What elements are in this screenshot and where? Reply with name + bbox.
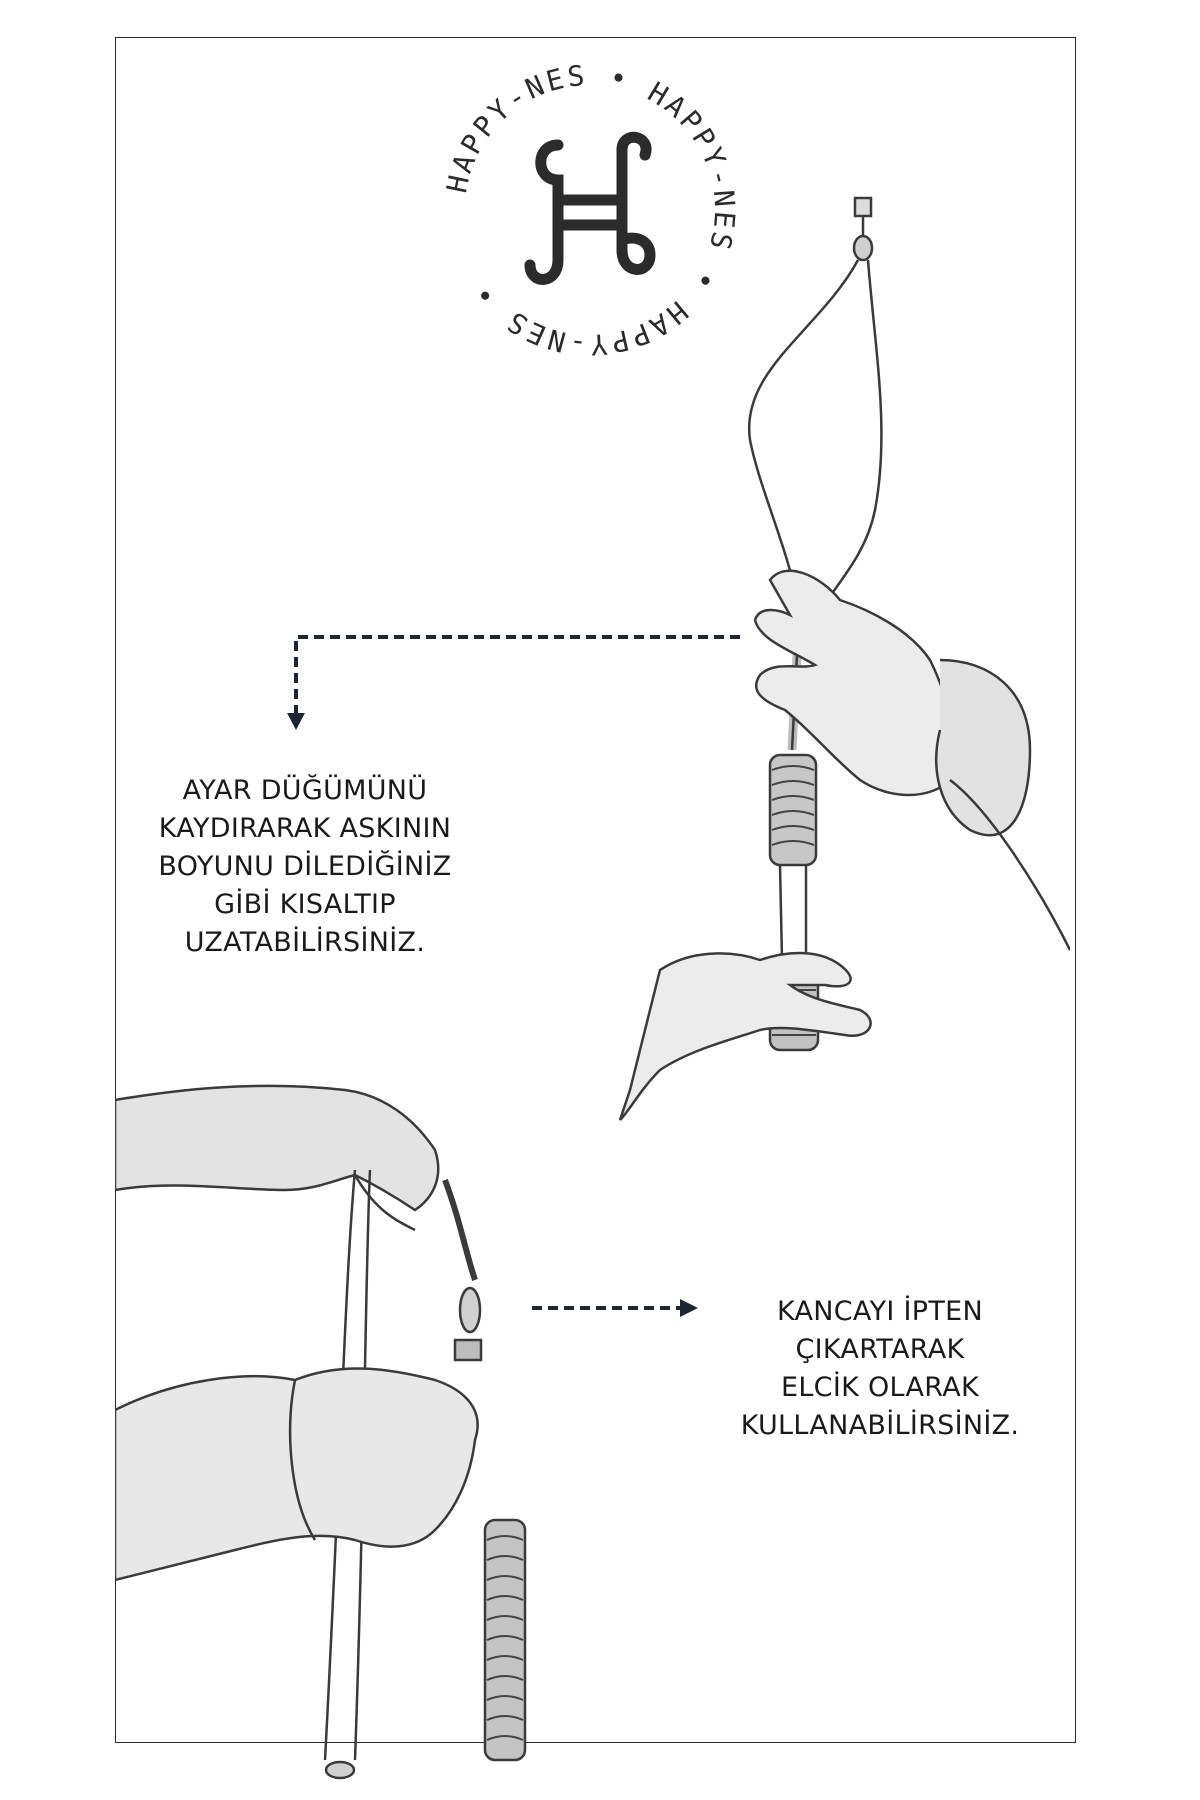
arrow-to-instruction-1 (270, 625, 750, 735)
instruction-2-line: KANCAYI İPTEN (776, 1296, 984, 1327)
instruction-1-line: KAYDIRARAK ASKININ (158, 813, 452, 844)
instruction-2-line: KULLANABİLİRSİNİZ. (740, 1410, 1020, 1441)
instruction-adjust-knot (115, 772, 495, 962)
instruction-2-line: ELCİK OLARAK (780, 1372, 980, 1403)
instruction-2-line: ÇIKARTARAK (795, 1334, 965, 1365)
illustration-remove-hook (115, 1080, 575, 1800)
hook-clasp-icon (855, 198, 871, 216)
instruction-remove-hook (700, 1293, 1060, 1445)
arrow-to-instruction-2 (530, 1296, 700, 1320)
brand-ring-text: HAPPY-NES • HAPPY-NES • HAPPY-NES • (440, 58, 742, 362)
instruction-1-line: BOYUNU DİLEDİĞİNİZ (158, 851, 452, 882)
instruction-1-line: UZATABİLİRSİNİZ. (184, 927, 426, 958)
instruction-1-line: AYAR DÜĞÜMÜNÜ (182, 775, 428, 806)
instruction-1-line: GİBİ KISALTIP (214, 889, 396, 920)
